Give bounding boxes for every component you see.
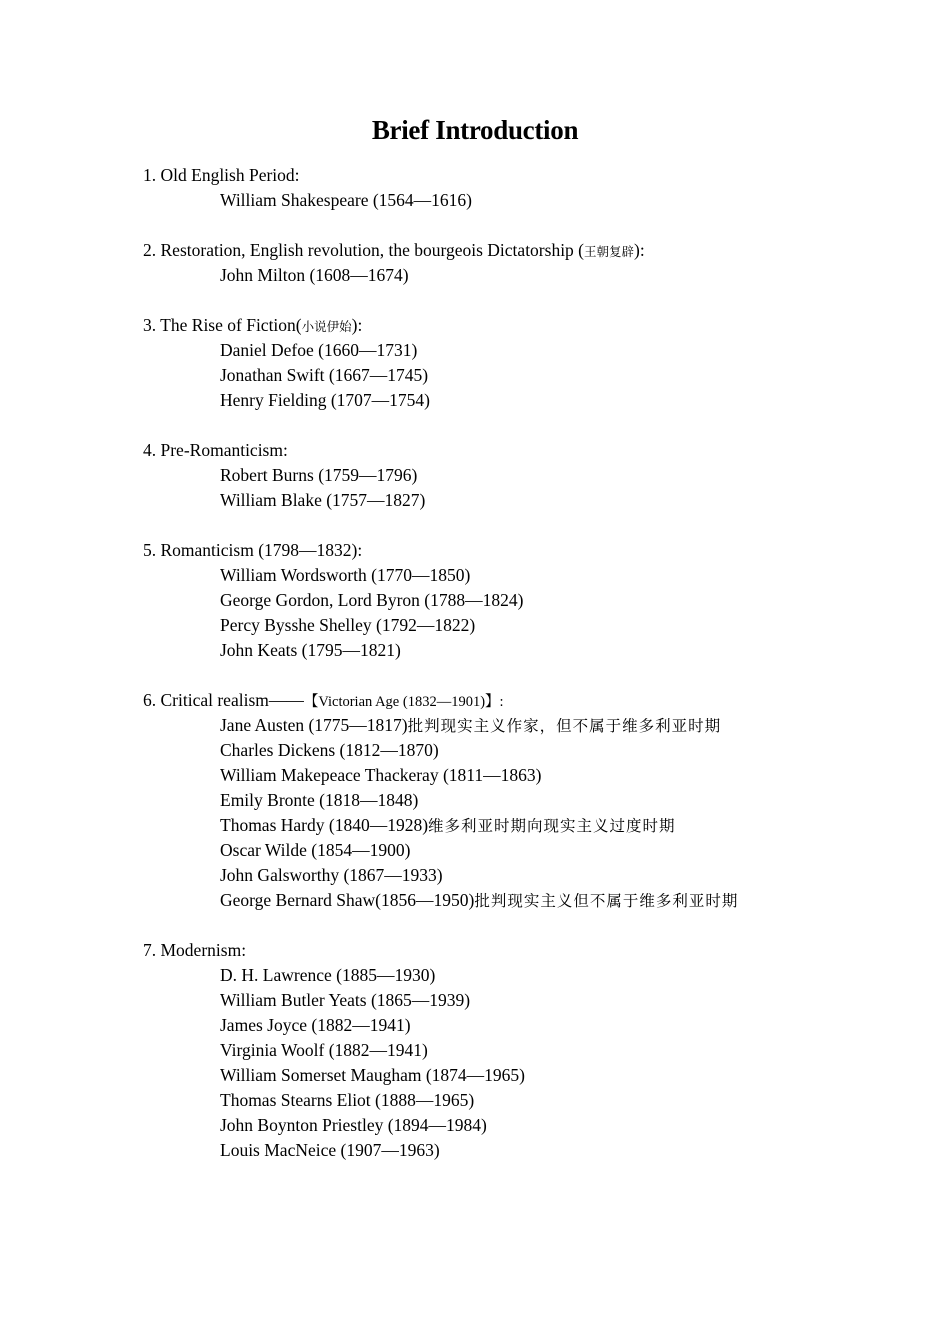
period-list	[143, 163, 923, 1188]
author-note: 批判现实主义但不属于维多利亚时期	[474, 892, 739, 910]
author-entry	[143, 888, 923, 913]
section-restoration	[143, 238, 923, 288]
author-entry: William Blake (1757—1827)	[220, 490, 426, 510]
section-heading-subtitle: 【Victorian Age (1832—1901)】:	[303, 694, 504, 710]
author-entry: Henry Fielding (1707—1754)	[220, 390, 430, 410]
section-heading: 7. Modernism:	[143, 940, 247, 960]
author-entry: Jonathan Swift (1667—1745)	[220, 365, 429, 385]
author-entry	[143, 788, 923, 813]
section-old-english-period	[143, 163, 923, 213]
author-entry: John Milton (1608—1674)	[220, 265, 409, 285]
section-heading-text: 2. Restoration, English revolution, the bourgeois Dictatorship (	[143, 240, 585, 260]
section-heading-text: 3. The Rise of Fiction(	[143, 315, 302, 335]
section-romanticism	[143, 538, 923, 663]
section-modernism	[143, 938, 923, 1163]
author-entry: William Shakespeare (1564—1616)	[220, 190, 473, 210]
author-entry	[143, 713, 923, 738]
author-name: Jane Austen (1775—1817)	[220, 715, 408, 735]
author-note: 维多利亚时期向现实主义过度时期	[428, 817, 676, 835]
author-entry	[143, 738, 923, 763]
author-name: Charles Dickens (1812—1870)	[220, 740, 439, 760]
author-entry: Daniel Defoe (1660—1731)	[220, 340, 418, 360]
section-rise-of-fiction	[143, 313, 923, 413]
author-note: 批判现实主义作家，但不属于维多利亚时期	[407, 717, 722, 735]
author-entry: George Gordon, Lord Byron (1788—1824)	[220, 590, 524, 610]
author-name: John Galsworthy (1867—1933)	[220, 865, 443, 885]
author-entry: Louis MacNeice (1907—1963)	[220, 1140, 440, 1160]
author-name: William Makepeace Thackeray (1811—1863)	[220, 765, 542, 785]
section-heading	[143, 313, 923, 338]
author-entry: Thomas Stearns Eliot (1888—1965)	[220, 1090, 475, 1110]
page-title: Brief Introduction	[371, 115, 579, 145]
author-name: Emily Bronte (1818—1848)	[220, 790, 419, 810]
author-entry	[143, 838, 923, 863]
section-heading-chinese: 王朝复辟	[584, 244, 635, 259]
section-heading: 4. Pre-Romanticism:	[143, 440, 288, 460]
section-heading-chinese: 小说伊始	[301, 319, 352, 334]
author-entry: Virginia Woolf (1882—1941)	[220, 1040, 428, 1060]
author-name: George Bernard Shaw(1856—1950)	[220, 890, 475, 910]
author-entry	[143, 763, 923, 788]
section-heading	[143, 238, 923, 263]
author-entry: William Somerset Maugham (1874—1965)	[220, 1065, 526, 1085]
author-entry: D. H. Lawrence (1885—1930)	[220, 965, 436, 985]
section-heading-tail: ):	[634, 240, 645, 260]
section-heading-text: 6. Critical realism——	[143, 690, 304, 710]
author-entry: John Keats (1795—1821)	[220, 640, 401, 660]
author-entry: James Joyce (1882—1941)	[220, 1015, 411, 1035]
section-critical-realism	[143, 688, 923, 913]
author-entry: John Boynton Priestley (1894—1984)	[220, 1115, 487, 1135]
author-entry: Percy Bysshe Shelley (1792—1822)	[220, 615, 476, 635]
section-heading: 1. Old English Period:	[143, 165, 300, 185]
author-entry	[143, 863, 923, 888]
author-entry: William Butler Yeats (1865—1939)	[220, 990, 471, 1010]
section-heading-tail: ):	[351, 315, 363, 335]
section-pre-romanticism	[143, 438, 923, 513]
author-entry: William Wordsworth (1770—1850)	[220, 565, 471, 585]
author-name: Oscar Wilde (1854—1900)	[220, 840, 411, 860]
author-entry: Robert Burns (1759—1796)	[220, 465, 418, 485]
author-entry	[143, 813, 923, 838]
author-name: Thomas Hardy (1840—1928)	[220, 815, 429, 835]
section-heading: 5. Romanticism (1798—1832):	[143, 540, 363, 560]
section-heading	[143, 688, 923, 713]
